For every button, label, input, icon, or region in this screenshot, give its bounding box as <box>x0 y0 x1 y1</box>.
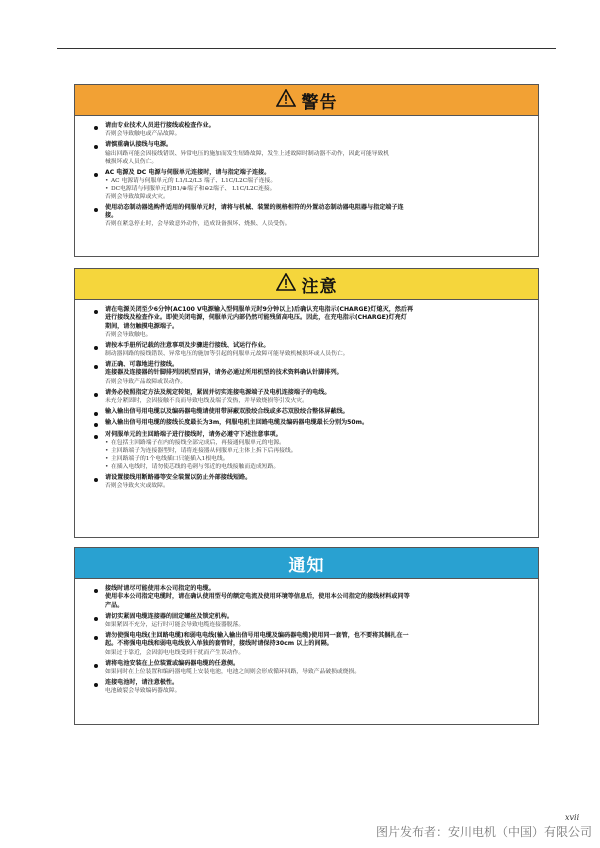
item-heading: 请勿使强电电线(主回路电缆)和弱电电线(输入输出信号用电缆及编码器电缆)使用同一套管，也不要将其捆扎在一 <box>105 632 409 640</box>
list-item <box>105 141 528 165</box>
item-heading: 请务必按照指定方法及规定转矩，紧固并切实连接电源端子及电机连接端子的电线。 <box>105 388 331 396</box>
caution-box <box>74 268 539 538</box>
item-detail: 否则会导致产品故障或误动作。 <box>105 378 187 385</box>
warning-title: 警告 <box>301 92 338 113</box>
item-heading: 请设置接线用断路器等安全装置以防止外部接线短路。 <box>105 473 252 481</box>
list-item <box>105 204 528 229</box>
item-heading: 连接电池时，请注意极性。 <box>105 679 179 687</box>
warning-header <box>75 85 538 116</box>
item-heading: 请由专业技术人员进行接线或检查作业。 <box>105 122 215 129</box>
list-item <box>105 474 528 490</box>
list-item <box>105 122 528 138</box>
item-detail: 否则会导致故障或火灾。 <box>105 193 169 200</box>
item-detail: 如果紧固不充分，运行时可能会导致电缆连接器脱落。 <box>105 622 245 629</box>
list-item <box>105 408 528 416</box>
item-detail: 电池破裂会导致编码器故障。 <box>105 688 181 695</box>
item-heading: 请将电池安装在上位装置或编码器电缆的任意侧。 <box>105 659 240 667</box>
item-heading: 使用非本公司指定电缆时，请在确认使用型号的额定电流及使用环境等信息后，使用本公司指定的接线材料或同等 <box>105 593 410 601</box>
warning-triangle-icon <box>276 89 296 111</box>
caution-triangle-icon <box>276 273 296 295</box>
notice-header <box>75 548 538 579</box>
item-detail: 输出回路可能会因接线错误、异常电压的施加而发生短路故障，发生上述故障时制动器不动作，因此可能导致机 <box>105 150 390 157</box>
item-detail: 未充分紧固时，会因接触不良而导致电线及端子发热，并导致烧损等引发火灾。 <box>105 398 308 405</box>
sub-bullet: • DC电源请与伺服单元的B1/⊕端子和⊖2端子、 L1C/L2C连接。 <box>105 185 528 193</box>
sub-bullet: • 主回路端子为连接器型时，请将连接器从伺服单元主体上拆下后再接线。 <box>105 447 528 455</box>
item-heading: 请切实紧固电缆连接器的固定螺丝及锁定机构。 <box>105 612 233 620</box>
item-detail: 如果过于靠近，会因弱电电线受到干扰而产生误动作。 <box>105 649 245 656</box>
list-item <box>105 361 528 386</box>
top-rule <box>57 48 556 49</box>
page-number: xvii <box>565 813 580 822</box>
list-item <box>105 679 528 695</box>
item-detail: 制动器回路的接线错误、异常电压的施加等引起的伺服单元故障可能导致机械损坏或人员伤亡。 <box>105 351 349 358</box>
sub-bullet: • 在包括主回路端子在内的接线全部完成后，再接通伺服单元的电源。 <box>105 439 528 447</box>
item-heading: 连接器及连接器的针脚排列因机型而异，请务必通过所用机型的技术资料确认针脚排列。 <box>105 369 343 377</box>
item-heading: 输入输出信号用电缆以及编码器电缆请使用带屏蔽双股绞合线或多芯双股绞合整体屏蔽线。 <box>105 408 349 416</box>
sub-bullet: • 主回路端子的1个电线插口只能插入1根电线。 <box>105 455 528 463</box>
list-item <box>105 632 528 657</box>
notice-box <box>74 547 539 725</box>
image-credit: 图片发布者：安川电机（中国）有限公司 <box>375 825 592 839</box>
item-detail: 否则会导致火灾或故障。 <box>105 483 169 490</box>
caution-body <box>75 300 538 497</box>
item-detail: 否则会导致触电。 <box>105 331 152 338</box>
list-item <box>105 342 528 358</box>
item-heading: 起。不将强电电线和弱电电线放入单独的套管时，接线时请保持30cm 以上的间隔。 <box>105 640 333 648</box>
warning-body <box>75 116 538 235</box>
sub-bullet: • AC 电源请与伺服单元的 L1/L2/L3 端子、L1C/L2C端子连接。 <box>105 177 528 185</box>
list-item <box>105 613 528 629</box>
list-item <box>105 389 528 405</box>
item-detail: 械损坏或人员伤亡。 <box>105 158 158 165</box>
list-item <box>105 306 528 339</box>
sub-bullet: • 在插入电线时，请勿使芯线的毛刺与邻近的电线接触而造成短路。 <box>105 463 528 471</box>
item-heading: 请按本手册所记载的注意事项及步骤进行接线、试运行作业。 <box>105 341 270 349</box>
item-heading: 期间，请勿触摸电源端子。 <box>105 322 179 330</box>
list-item <box>105 169 528 201</box>
list-item <box>105 431 528 471</box>
item-detail: 否则在紧急停止时，会导致意外动作，造成设备损坏、烧损、人员受伤。 <box>105 221 291 228</box>
item-heading: 输入输出信号用电缆的接线长度最长为3m，伺服电机主回路电缆及编码器电缆最长分别为50m。 <box>105 419 369 427</box>
notice-title: 通知 <box>288 555 325 576</box>
item-heading: 请在电源关闭至少6分钟(AC100 V电源输入型伺服单元时9分钟以上)后确认充电指示(CHARGE)灯熄灭，然后再 <box>105 306 414 313</box>
item-heading: 接。 <box>105 212 118 220</box>
list-item <box>105 585 528 610</box>
list-item <box>105 419 528 427</box>
list-item <box>105 660 528 676</box>
item-heading: 使用动态制动器选购件适用的伺服单元时，请将与机械、装置的规格相符的外置动态制动器电阻器与指定端子连 <box>105 203 404 211</box>
warning-box <box>74 84 539 257</box>
caution-title: 注意 <box>301 276 338 297</box>
item-heading: AC 电源及 DC 电源与伺服单元连接时，请与指定端子连接。 <box>105 168 271 176</box>
item-heading: 进行接线及检查作业。即使关闭电源，伺服单元内部仍然可能残留高电压。因此，在充电指示(CHARGE)灯亮灯 <box>105 314 407 322</box>
item-detail: 否则会导致触电或产品故障。 <box>105 131 181 138</box>
item-heading: 请慎重确认接线与电源。 <box>105 141 173 149</box>
item-heading: 接线时请尽可能使用本公司指定的电缆。 <box>105 585 215 592</box>
item-heading: 对伺服单元的主回路端子进行接线时，请务必遵守下述注意事项。 <box>105 430 282 438</box>
notice-body <box>75 579 538 702</box>
item-heading: 请正确、可靠地进行接线。 <box>105 361 179 369</box>
item-detail: 如果同时在上位装置和编码器电缆上安装电池，电池之间则会形成循环回路，导致产品破损或烧损。 <box>105 669 361 676</box>
item-heading: 产品。 <box>105 601 124 609</box>
caution-header <box>75 269 538 300</box>
